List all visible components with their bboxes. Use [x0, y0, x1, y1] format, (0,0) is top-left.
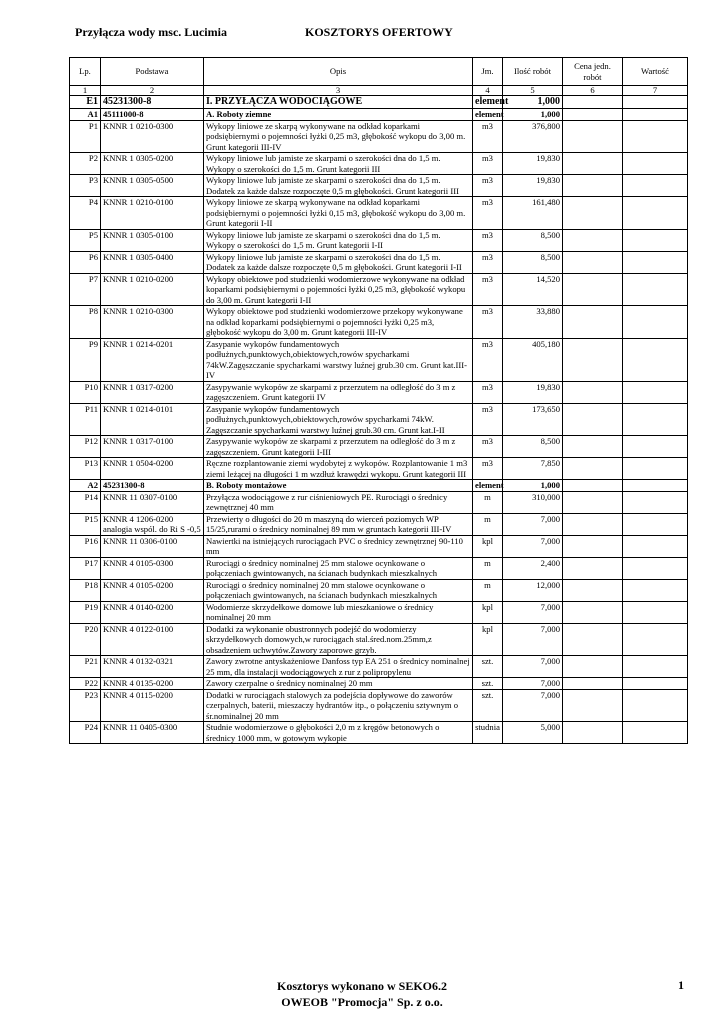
cell-opis: Wykopy liniowe lub jamiste ze skarpami o szerokości dna do 1,5 m. Dodatek za każde dalsze rozpoczęte 0,5 m głębokości. Grunt kategorii III	[204, 175, 473, 197]
cell-cena	[563, 458, 623, 480]
cell-ilosc: 7,850	[503, 458, 563, 480]
col-header-opis: Opis	[204, 58, 473, 86]
table-row	[70, 251, 688, 273]
col-header-ilosc: Ilość robót	[503, 58, 563, 86]
cell-podstawa: 45231300-8	[101, 96, 204, 109]
cell-wartosc	[623, 480, 688, 492]
cell-cena	[563, 251, 623, 273]
cell-podstawa: KNNR 1 0305-0200	[101, 153, 204, 175]
cell-cena	[563, 403, 623, 436]
col-number: 2	[101, 86, 204, 96]
cell-lp: P1	[70, 120, 101, 153]
table-row	[70, 513, 688, 535]
footer	[0, 978, 724, 1010]
cell-ilosc: 2,400	[503, 557, 563, 579]
cell-lp: P17	[70, 557, 101, 579]
cell-lp: P21	[70, 656, 101, 678]
cell-opis: Zasypywanie wykopów ze skarpami z przerzutem na odległość do 3 m z zagęszczeniem. Grunt kategorii IV	[204, 381, 473, 403]
cell-wartosc	[623, 458, 688, 480]
cell-jm: szt.	[473, 689, 503, 722]
cell-jm: m3	[473, 436, 503, 458]
cell-cena	[563, 535, 623, 557]
cell-wartosc	[623, 381, 688, 403]
table-row	[70, 491, 688, 513]
cell-jm: m3	[473, 197, 503, 230]
cell-opis: Wykopy liniowe ze skarpą wykonywane na odkład koparkami podsiębiernymi o pojemności łyżki 0,25 m3, głębokość wykopu do 3,00 m. Grunt kategorii III-IV	[204, 120, 473, 153]
cell-cena	[563, 480, 623, 492]
cell-jm: element	[473, 109, 503, 121]
table-row	[70, 623, 688, 656]
cell-lp: P18	[70, 579, 101, 601]
cell-wartosc	[623, 491, 688, 513]
cell-cena	[563, 338, 623, 381]
footer-software: Kosztorys wykonano w SEKO6.2	[276, 979, 448, 993]
cell-lp: P4	[70, 197, 101, 230]
cell-podstawa: KNNR 1 0504-0200	[101, 458, 204, 480]
cell-ilosc: 5,000	[503, 722, 563, 744]
cell-podstawa: KNNR 11 0306-0100	[101, 535, 204, 557]
cell-wartosc	[623, 689, 688, 722]
cell-podstawa: KNNR 4 0105-0200	[101, 579, 204, 601]
cell-podstawa: KNNR 1 0210-0300	[101, 306, 204, 339]
cell-jm: kpl	[473, 535, 503, 557]
cell-wartosc	[623, 96, 688, 109]
col-number: 1	[70, 86, 101, 96]
cell-cena	[563, 273, 623, 306]
table-row	[70, 480, 688, 492]
cell-podstawa: KNNR 11 0405-0300	[101, 722, 204, 744]
cell-wartosc	[623, 338, 688, 381]
cell-wartosc	[623, 722, 688, 744]
table-row	[70, 109, 688, 121]
cell-podstawa: KNNR 11 0307-0100	[101, 491, 204, 513]
cell-cena	[563, 557, 623, 579]
cell-podstawa: KNNR 4 0122-0100	[101, 623, 204, 656]
cell-ilosc: 19,830	[503, 175, 563, 197]
col-number: 6	[563, 86, 623, 96]
table-row	[70, 381, 688, 403]
col-header-lp: Lp.	[70, 58, 101, 86]
table-row	[70, 338, 688, 381]
cell-opis: Zawory zwrotne antyskażeniowe Danfoss typ EA 251 o średnicy nominalnej 25 mm, dla instalacji wodociągowych z rur z polipropylenu	[204, 656, 473, 678]
table-row	[70, 458, 688, 480]
col-header-jm: Jm.	[473, 58, 503, 86]
cell-podstawa: KNNR 4 0115-0200	[101, 689, 204, 722]
cell-podstawa: KNNR 1 0210-0200	[101, 273, 204, 306]
cell-lp: P3	[70, 175, 101, 197]
cell-jm: szt.	[473, 656, 503, 678]
cell-lp: P20	[70, 623, 101, 656]
cell-cena	[563, 623, 623, 656]
cell-podstawa: KNNR 1 0305-0100	[101, 229, 204, 251]
cell-ilosc: 161,480	[503, 197, 563, 230]
cell-lp: P16	[70, 535, 101, 557]
cell-wartosc	[623, 403, 688, 436]
cell-cena	[563, 513, 623, 535]
cell-jm: element	[473, 96, 503, 109]
cell-lp: P13	[70, 458, 101, 480]
table-row	[70, 120, 688, 153]
cell-opis: Wykopy liniowe lub jamiste ze skarpami o szerokości dna do 1,5 m. Wykopy o szerokości do 1,5 m. Grunt kategorii I-II	[204, 229, 473, 251]
cell-lp: P6	[70, 251, 101, 273]
cell-cena	[563, 197, 623, 230]
cell-cena	[563, 96, 623, 109]
cell-cena	[563, 491, 623, 513]
cell-jm: szt.	[473, 678, 503, 690]
cell-jm: element	[473, 480, 503, 492]
cell-lp: E1	[70, 96, 101, 109]
cell-opis: Studnie wodomierzowe o głębokości 2,0 m z kręgów betonowych o średnicy 1000 mm, w gotowym wykopie	[204, 722, 473, 744]
cell-podstawa: KNNR 1 0305-0500	[101, 175, 204, 197]
cell-jm: m3	[473, 175, 503, 197]
table-row	[70, 175, 688, 197]
cell-ilosc: 8,500	[503, 229, 563, 251]
project-title: Przyłącza wody msc. Lucimia	[75, 25, 227, 39]
cell-cena	[563, 120, 623, 153]
col-number: 4	[473, 86, 503, 96]
cell-opis: Dodatki za wykonanie obustronnych podejść do wodomierzy skrzydełkowych domowych,w rurociągach stal.śred.nom.25mm,z obsadzeniem uchwytów.Zawory zaporowe grzyb.	[204, 623, 473, 656]
cell-ilosc: 1,000	[503, 96, 563, 109]
cell-opis: B. Roboty montażowe	[204, 480, 473, 492]
cell-opis: Wykopy obiektowe pod studzienki wodomierzowe przekopy wykonywane na odkład koparkami podsiębiernymi o pojemności łyżki 0,25 m3, głębokość wykopu do 3,00 m. Grunt kategorii III-IV	[204, 306, 473, 339]
cell-jm: m	[473, 491, 503, 513]
cell-opis: Dodatki w rurociągach stalowych za podejścia dopływowe do zaworów czerpalnych, baterii, mieszaczy hydrantów itp., o połączeniu sztywnym o śr.nominalnej 20 mm	[204, 689, 473, 722]
cell-lp: P15	[70, 513, 101, 535]
cell-lp: P7	[70, 273, 101, 306]
cell-ilosc: 12,000	[503, 579, 563, 601]
cell-podstawa: KNNR 4 0105-0300	[101, 557, 204, 579]
cell-cena	[563, 678, 623, 690]
table-row	[70, 579, 688, 601]
cell-podstawa: KNNR 1 0317-0100	[101, 436, 204, 458]
cell-wartosc	[623, 229, 688, 251]
col-number: 3	[204, 86, 473, 96]
cell-ilosc: 310,000	[503, 491, 563, 513]
cell-ilosc: 7,000	[503, 535, 563, 557]
table-row	[70, 689, 688, 722]
cell-wartosc	[623, 109, 688, 121]
cell-ilosc: 7,000	[503, 513, 563, 535]
cell-lp: P24	[70, 722, 101, 744]
cell-ilosc: 33,880	[503, 306, 563, 339]
cell-cena	[563, 175, 623, 197]
cell-wartosc	[623, 153, 688, 175]
cell-cena	[563, 381, 623, 403]
cell-wartosc	[623, 513, 688, 535]
cell-ilosc: 7,000	[503, 623, 563, 656]
cell-lp: P9	[70, 338, 101, 381]
cell-jm: m	[473, 513, 503, 535]
cell-jm: m3	[473, 338, 503, 381]
cell-opis: Wykopy liniowe lub jamiste ze skarpami o szerokości dna do 1,5 m. Dodatek za każde dalsze rozpoczęte 0,5 m głębokości. Grunt kategorii I-II	[204, 251, 473, 273]
cell-jm: m3	[473, 458, 503, 480]
cell-wartosc	[623, 601, 688, 623]
table-row	[70, 722, 688, 744]
cell-lp: P2	[70, 153, 101, 175]
table-row	[70, 197, 688, 230]
cell-ilosc: 7,000	[503, 678, 563, 690]
table-row	[70, 306, 688, 339]
cell-ilosc: 7,000	[503, 689, 563, 722]
table-row	[70, 436, 688, 458]
cell-jm: m3	[473, 153, 503, 175]
cell-cena	[563, 436, 623, 458]
cell-wartosc	[623, 623, 688, 656]
cell-podstawa: KNNR 4 0135-0200	[101, 678, 204, 690]
col-number: 7	[623, 86, 688, 96]
cell-podstawa: KNNR 4 0140-0200	[101, 601, 204, 623]
cell-lp: P11	[70, 403, 101, 436]
cell-podstawa: KNNR 4 1206-0200 analogia wspól. do Ri S -0,5	[101, 513, 204, 535]
cell-podstawa: KNNR 4 0132-0321	[101, 656, 204, 678]
cost-estimate-table	[69, 57, 688, 744]
cell-wartosc	[623, 656, 688, 678]
cell-ilosc: 8,500	[503, 436, 563, 458]
cell-ilosc: 173,650	[503, 403, 563, 436]
page-number: 1	[678, 978, 684, 992]
cell-jm: m3	[473, 251, 503, 273]
cell-lp: P5	[70, 229, 101, 251]
cell-wartosc	[623, 120, 688, 153]
cell-jm: m3	[473, 306, 503, 339]
cell-opis: Wodomierze skrzydełkowe domowe lub mieszkaniowe o średnicy nominalnej 20 mm	[204, 601, 473, 623]
cell-cena	[563, 153, 623, 175]
cell-ilosc: 7,000	[503, 656, 563, 678]
cell-podstawa: KNNR 1 0210-0100	[101, 197, 204, 230]
cell-ilosc: 14,520	[503, 273, 563, 306]
cell-podstawa: KNNR 1 0214-0101	[101, 403, 204, 436]
cell-ilosc: 1,000	[503, 480, 563, 492]
header-row	[70, 58, 688, 86]
cell-ilosc: 7,000	[503, 601, 563, 623]
cell-opis: Nawiertki na istniejących rurociągach PVC o średnicy zewnętrznej 90-110 mm	[204, 535, 473, 557]
col-header-podstawa: Podstawa	[101, 58, 204, 86]
table-row	[70, 153, 688, 175]
cell-opis: Zasypanie wykopów fundamentowych podłużnych,punktowych,obiektowych,rowów spycharkami 74kW. Zagęszczanie spycharkami warstwy luźnej grub.30 cm. Grunt kat.I-II	[204, 403, 473, 436]
cell-opis: I. PRZYŁĄCZA WODOCIĄGOWE	[204, 96, 473, 109]
cell-wartosc	[623, 678, 688, 690]
table-row	[70, 557, 688, 579]
cell-podstawa: KNNR 1 0317-0200	[101, 381, 204, 403]
cell-lp: P23	[70, 689, 101, 722]
cell-jm: m3	[473, 381, 503, 403]
cell-jm: m3	[473, 229, 503, 251]
cell-lp: P10	[70, 381, 101, 403]
cell-podstawa: KNNR 1 0210-0300	[101, 120, 204, 153]
cell-cena	[563, 722, 623, 744]
cell-wartosc	[623, 175, 688, 197]
cell-opis: Zasypanie wykopów fundamentowych podłużnych,punktowych,obiektowych,rowów spycharkami 74kW.Zagęszczanie spycharkami warstwy luźnej grub.30 cm. Grunt kat.III-IV	[204, 338, 473, 381]
cell-podstawa: 45111000-8	[101, 109, 204, 121]
cell-ilosc: 8,500	[503, 251, 563, 273]
cell-lp: P19	[70, 601, 101, 623]
cell-podstawa: 45231300-8	[101, 480, 204, 492]
cell-wartosc	[623, 273, 688, 306]
table-row	[70, 656, 688, 678]
cell-wartosc	[623, 535, 688, 557]
cell-opis: Wykopy liniowe ze skarpą wykonywane na odkład koparkami podsiębiernymi o pojemności łyżki 0,15 m3, głębokość wykopu do 3,00 m. Grunt kategorii I-II	[204, 197, 473, 230]
cell-wartosc	[623, 579, 688, 601]
cell-opis: Zawory czerpalne o średnicy nominalnej 20 mm	[204, 678, 473, 690]
table-row	[70, 403, 688, 436]
cell-opis: Zasypywanie wykopów ze skarpami z przerzutem na odległość do 3 m z zagęszczeniem. Grunt kategorii I-III	[204, 436, 473, 458]
cell-wartosc	[623, 557, 688, 579]
cell-wartosc	[623, 306, 688, 339]
table-row	[70, 535, 688, 557]
cell-opis: Rurociągi o średnicy nominalnej 25 mm stalowe ocynkowane o połączeniach gwintowanych, na ścianach budynkach mieszkalnych	[204, 557, 473, 579]
cell-lp: A2	[70, 480, 101, 492]
cell-opis: A. Roboty ziemne	[204, 109, 473, 121]
col-header-wartosc: Wartość	[623, 58, 688, 86]
cell-jm: m	[473, 579, 503, 601]
cell-ilosc: 376,800	[503, 120, 563, 153]
cell-jm: studnia	[473, 722, 503, 744]
cell-jm: m	[473, 557, 503, 579]
cell-wartosc	[623, 197, 688, 230]
cell-jm: m3	[473, 273, 503, 306]
table-row	[70, 273, 688, 306]
cell-ilosc: 19,830	[503, 153, 563, 175]
table-row	[70, 601, 688, 623]
cell-opis: Przyłącza wodociągowe z rur ciśnieniowych PE. Rurociągi o średnicy zewnętrznej 40 mm	[204, 491, 473, 513]
cell-opis: Wykopy liniowe lub jamiste ze skarpami o szerokości dna do 1,5 m. Wykopy o szerokości do 1,5 m. Grunt kategorii III	[204, 153, 473, 175]
column-number-row	[70, 86, 688, 96]
cell-lp: P12	[70, 436, 101, 458]
cell-cena	[563, 229, 623, 251]
cell-lp: P14	[70, 491, 101, 513]
cell-wartosc	[623, 436, 688, 458]
cell-opis: Rurociągi o średnicy nominalnej 20 mm stalowe ocynkowane o połączeniach gwintowanych, na ścianach budynkach mieszkalnych	[204, 579, 473, 601]
col-number: 5	[503, 86, 563, 96]
cell-cena	[563, 306, 623, 339]
cell-jm: m3	[473, 120, 503, 153]
cell-ilosc: 1,000	[503, 109, 563, 121]
cell-cena	[563, 579, 623, 601]
cell-wartosc	[623, 251, 688, 273]
cell-podstawa: KNNR 1 0214-0201	[101, 338, 204, 381]
cell-jm: kpl	[473, 623, 503, 656]
cell-cena	[563, 656, 623, 678]
cell-ilosc: 405,180	[503, 338, 563, 381]
cell-lp: P22	[70, 678, 101, 690]
cell-jm: kpl	[473, 601, 503, 623]
cell-lp: A1	[70, 109, 101, 121]
table-row	[70, 678, 688, 690]
footer-company: OWEOB "Promocja" Sp. z o.o.	[281, 995, 443, 1009]
cell-jm: m3	[473, 403, 503, 436]
cell-opis: Wykopy obiektowe pod studzienki wodomierzowe wykonywane na odkład koparkami podsiębiernymi o pojemności łyżki 0,25 m3, głębokość wykopu do 3,00 m. Grunt kategorii I-II	[204, 273, 473, 306]
cell-cena	[563, 109, 623, 121]
cell-cena	[563, 689, 623, 722]
cell-opis: Przewierty o długości do 20 m maszyną do wierceń poziomych WP 15/25,rurami o średnicy nominalnej 89 mm w gruntach kategorii III-IV	[204, 513, 473, 535]
col-header-cena: Cena jedn. robót	[563, 58, 623, 86]
cell-ilosc: 19,830	[503, 381, 563, 403]
table-row	[70, 96, 688, 109]
document-title: KOSZTORYS OFERTOWY	[305, 25, 453, 39]
cell-podstawa: KNNR 1 0305-0400	[101, 251, 204, 273]
cell-cena	[563, 601, 623, 623]
cell-opis: Ręczne rozplantowanie ziemi wydobytej z wykopów. Rozplantowanie 1 m3 ziemi leżącej na długości 1 m wzdłuż krawędzi wykopu. Grunt kategorii III	[204, 458, 473, 480]
cell-lp: P8	[70, 306, 101, 339]
table-row	[70, 229, 688, 251]
